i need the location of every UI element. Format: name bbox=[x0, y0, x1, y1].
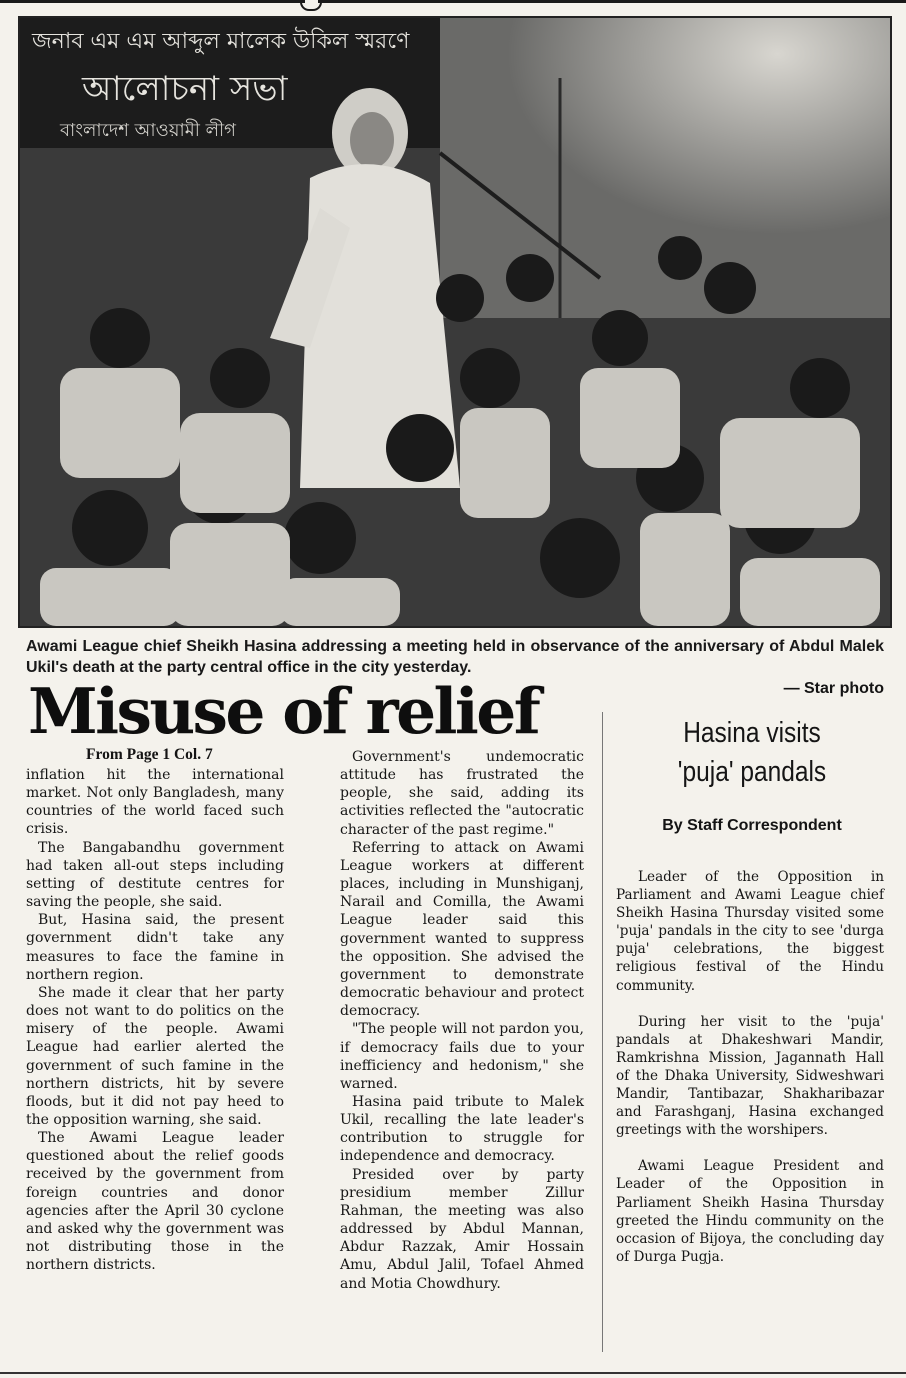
side-story-column bbox=[616, 868, 884, 1266]
main-headline: Misuse of relief bbox=[28, 674, 539, 748]
paragraph: During her visit to the 'puja' pandals at Dhakeshwari Mandir, Ramkrishna Mission, Jagannath Hall of the Dhaka University, Sidweshwari Mandir, Tantibazar, Shakharibazar and Farashganj, Hasina exchanged greetings with the worshipers. bbox=[616, 1013, 884, 1139]
paragraph: Referring to attack on Awami League workers at different places, including in Munshiganj, Narail and Comilla, the Awami League leader said this government wanted to suppress the opposition. She advised the government to demonstrate democratic behaviour and protect democracy. bbox=[340, 839, 584, 1020]
paragraph: But, Hasina said, the present government didn't take any measures to face the famine in northern region. bbox=[26, 912, 284, 983]
svg-text:বাংলাদেশ আওয়ামী লীগ: বাংলাদেশ আওয়ামী লীগ bbox=[60, 120, 236, 141]
paragraph: inflation hit the international market. Not only Bangladesh, many countries of the world faced such crisis. bbox=[26, 767, 284, 838]
paragraph: She made it clear that her party does not want to do politics on the misery of the people. Awami League had earlier alerted the government of such famine in the northern districts, hit by severe floods, but it did not pay heed to the opposition warning, she said. bbox=[26, 984, 284, 1128]
paragraph: Leader of the Opposition in Parliament and Awami League chief Sheikh Hasina Thursday visited some 'puja' pandals in the city to see 'durga puja' celebrations, the biggest religious festival of the Hindu community. bbox=[616, 869, 884, 994]
paragraph: "The people will not pardon you, if democracy fails due to your inefficiency and hedonism," she warned. bbox=[340, 1021, 584, 1092]
paragraph: The Bangabandhu government had taken all-out steps including setting of destitute centres for saving the people, she said. bbox=[26, 839, 284, 911]
paragraph: Government's undemocratic attitude has frustrated the people, she said, adding its activities reflected the "autocratic character of the past regime." bbox=[340, 749, 584, 838]
svg-text:আলোচনা সভা: আলোচনা সভা bbox=[82, 69, 288, 109]
paragraph: The Awami League leader questioned about the relief goods received by the government from foreign countries and donor agencies after the April 30 cyclone and asked why the government was not distributing those in the northern districts. bbox=[26, 1130, 284, 1274]
bottom-rule bbox=[0, 1372, 906, 1374]
photo-credit: — Star photo bbox=[783, 680, 884, 697]
svg-text:জনাব এম এম আব্দুল মালেক উকিল স: জনাব এম এম আব্দুল মালেক উকিল স্মরণে bbox=[32, 29, 410, 54]
paragraph: Awami League President and Leader of the Opposition in Parliament Sheikh Hasina Thursday greeted the Hindu community on the occasion of Bijoya, the concluding day of Durga Pugja. bbox=[616, 1158, 884, 1265]
side-headline: Hasina visits 'puja' pandals bbox=[677, 717, 827, 788]
byline: By Staff Correspondent bbox=[662, 817, 842, 834]
top-rule bbox=[0, 0, 906, 14]
photo-caption: Awami League chief Sheikh Hasina addressing a meeting held in observance of the anniversary of Abdul Malek Ukil's death at the party central office in the city yesterday. bbox=[26, 638, 884, 676]
news-photo bbox=[18, 16, 892, 628]
paragraph: Hasina paid tribute to Malek Ukil, recalling the late leader's contribution to struggle for independence and democracy. bbox=[340, 1093, 584, 1165]
main-story-column-1 bbox=[26, 766, 284, 1274]
continuation-line: From Page 1 Col. 7 bbox=[86, 746, 213, 763]
main-story-column-2 bbox=[340, 748, 584, 1293]
column-divider bbox=[602, 712, 603, 1352]
paragraph: Presided over by party presidium member Zillur Rahman, the meeting was also addressed by Abdul Mannan, Abdur Razzak, Amir Hossain Amu, Abdul Jalil, Tofael Ahmed and Motia Chowdhury. bbox=[340, 1166, 584, 1292]
